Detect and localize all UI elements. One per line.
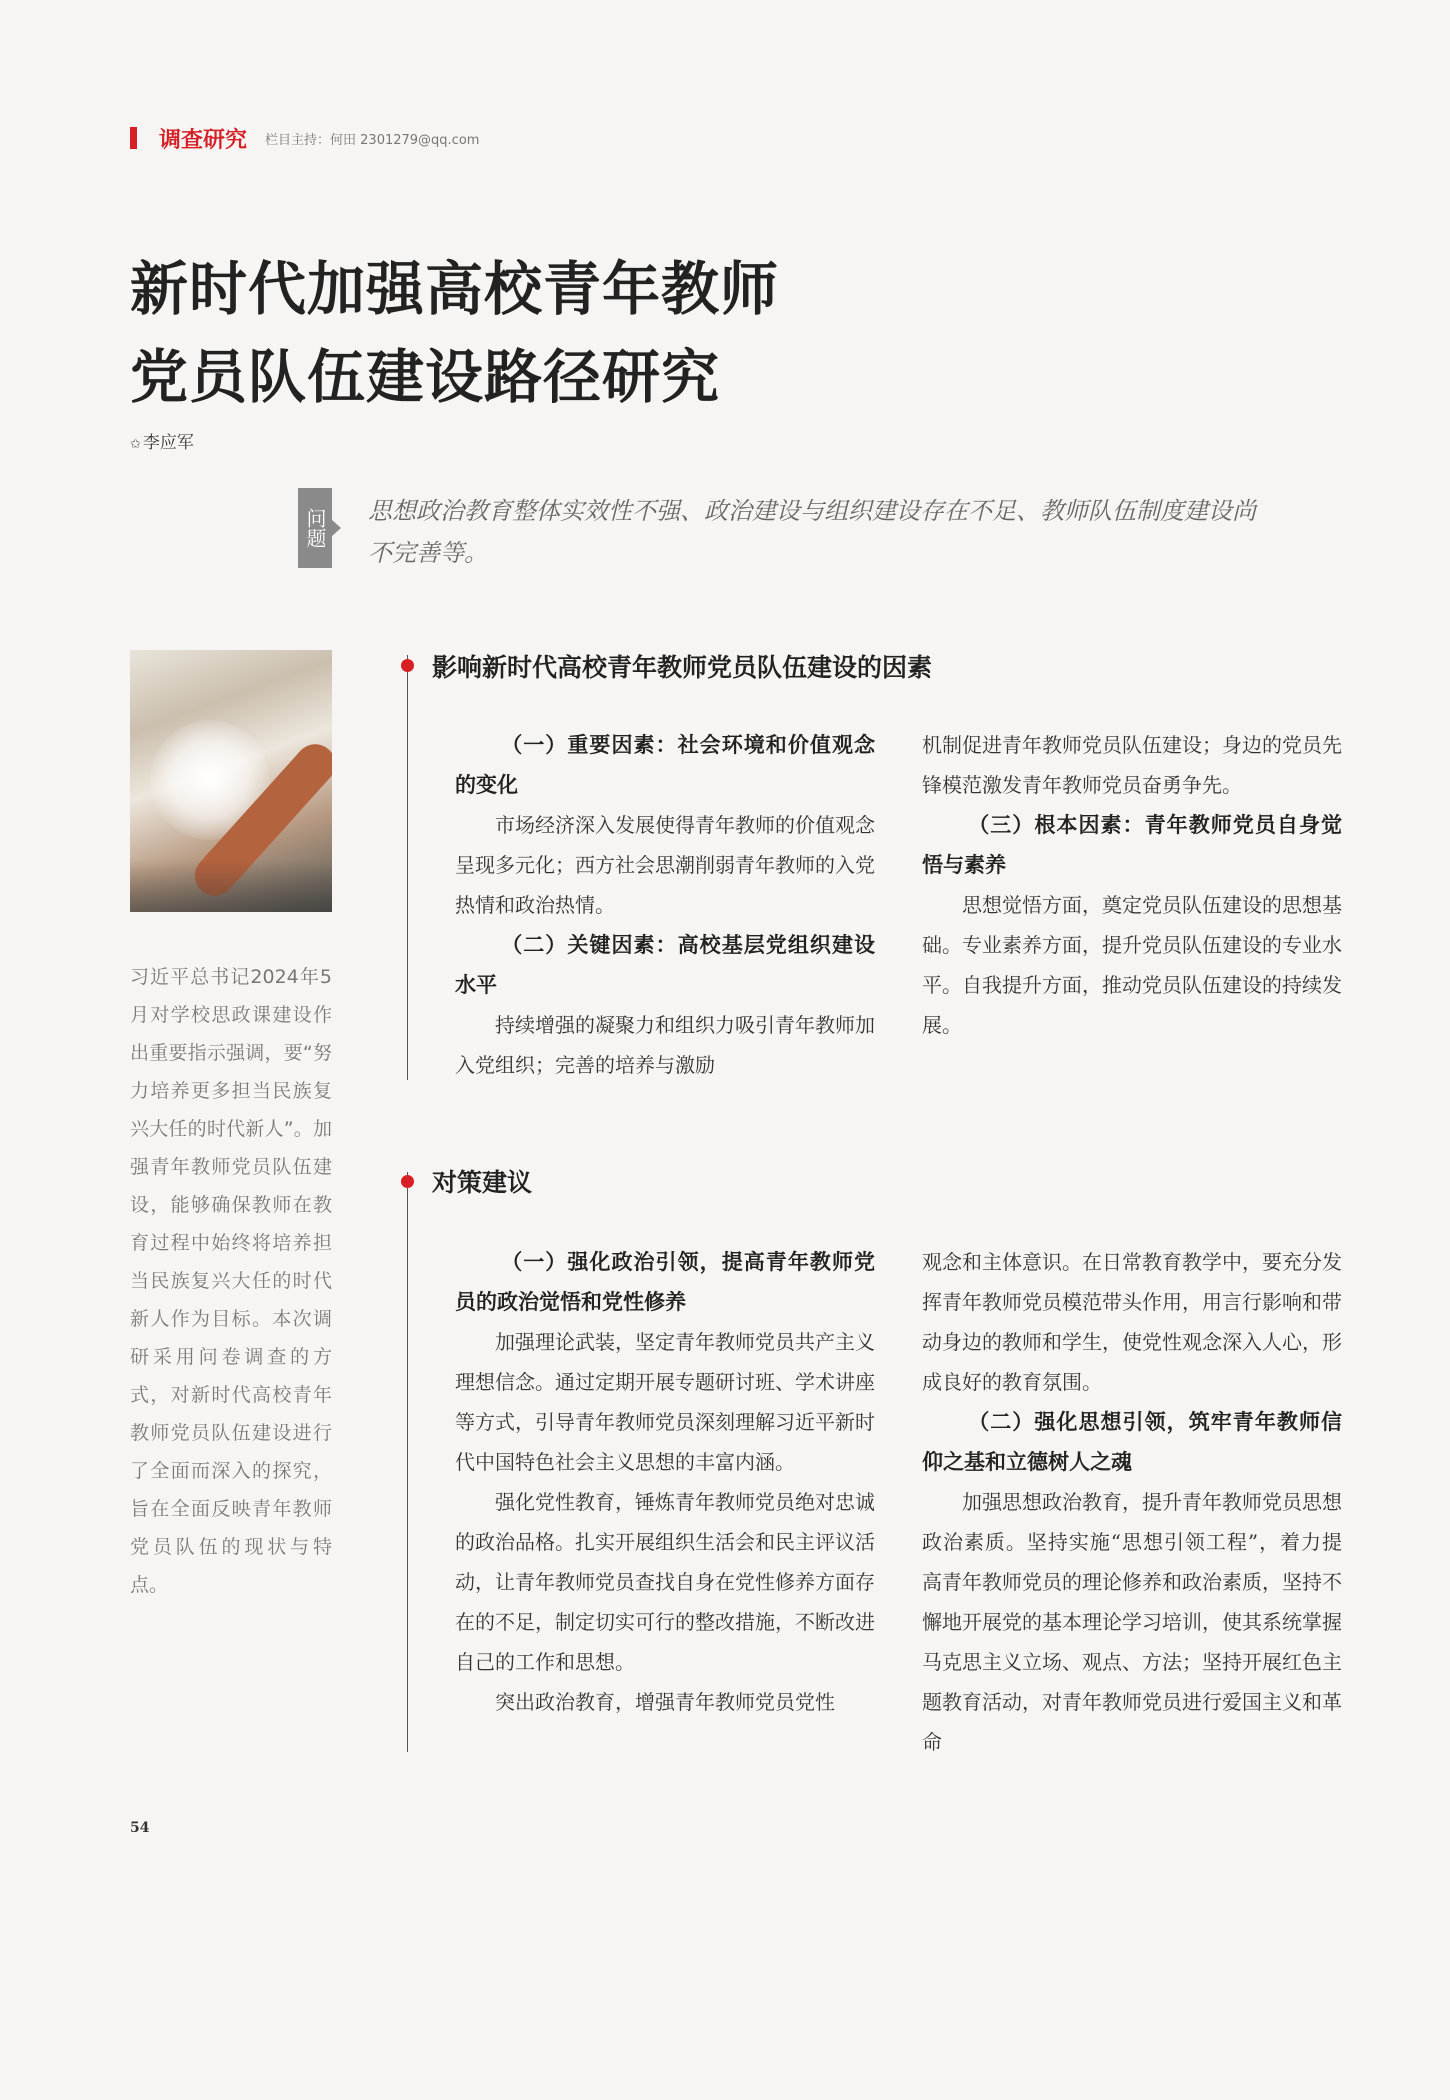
section-name: 调查研究	[159, 127, 248, 153]
photo-shadow	[130, 860, 332, 912]
paragraph: 突出政治教育，增强青年教师党员党性	[495, 1690, 835, 1714]
paragraph: 持续增强的凝聚力和组织力吸引青年教师加入党组织；完善的培养与激励	[455, 1013, 875, 1077]
subheading: （一）强化政治引领，提高青年教师党员的政治觉悟和党性修养	[455, 1250, 875, 1314]
article-photo	[130, 650, 332, 912]
author-name: 李应军	[142, 433, 194, 453]
section2-left-column	[455, 1242, 875, 1722]
problem-tag: 问题	[298, 488, 332, 568]
subheading: （一）重要因素：社会环境和价值观念的变化	[455, 733, 875, 797]
article-title	[130, 245, 779, 421]
section2-right-column	[922, 1242, 1342, 1762]
author-line	[130, 428, 194, 453]
paragraph: 机制促进青年教师党员队伍建设；身边的党员先锋模范激发青年教师党员奋勇争先。	[922, 733, 1342, 797]
section2-title: 对策建议	[432, 1168, 533, 1197]
section2-rule	[407, 1172, 408, 1752]
section2-bullet-icon	[401, 1175, 414, 1188]
title-line-2: 党员队伍建设路径研究	[130, 343, 721, 411]
section1-right-column	[922, 725, 1342, 1045]
page-number: 54	[130, 1820, 150, 1836]
section1-left-column	[455, 725, 875, 1085]
problem-text: 思想政治教育整体实效性不强、政治建设与组织建设存在不足、教师队伍制度建设尚不完善等。	[368, 497, 1256, 567]
paragraph: 加强理论武装，坚定青年教师党员共产主义理想信念。通过定期开展专题研讨班、学术讲座等方式，引导青年教师党员深刻理解习近平新时代中国特色社会主义思想的丰富内涵。	[455, 1330, 875, 1474]
section1-bullet-icon	[401, 659, 414, 672]
section1-title: 影响新时代高校青年教师党员队伍建设的因素	[432, 653, 933, 682]
paragraph: 观念和主体意识。在日常教育教学中，要充分发挥青年教师党员模范带头作用，用言行影响和带动身边的教师和学生，使党性观念深入人心，形成良好的教育氛围。	[922, 1250, 1342, 1394]
section-marker-bar	[130, 127, 137, 149]
sidebar-intro: 习近平总书记2024年5月对学校思政课建设作出重要指示强调，要“努力培养更多担当民族复兴大任的时代新人”。加强青年教师党员队伍建设，能够确保教师在教育过程中始终将培养担当民族复兴大任的时代新人作为目标。本次调研采用问卷调查的方式，对新时代高校青年教师党员队伍建设进行了全面而深入的探究，旨在全面反映青年教师党员队伍的现状与特点。	[130, 966, 332, 1596]
author-star-icon: ✩	[130, 437, 141, 452]
paragraph: 强化党性教育，锤炼青年教师党员绝对忠诚的政治品格。扎实开展组织生活会和民主评议活动，让青年教师党员查找自身在党性修养方面存在的不足，制定切实可行的整改措施，不断改进自己的工作和思想。	[455, 1490, 875, 1674]
paragraph: 思想觉悟方面，奠定党员队伍建设的思想基础。专业素养方面，提升党员队伍建设的专业水平。自我提升方面，推动党员队伍建设的持续发展。	[922, 893, 1342, 1037]
subheading: （三）根本因素：青年教师党员自身觉悟与素养	[922, 813, 1342, 877]
title-line-1: 新时代加强高校青年教师	[130, 255, 780, 323]
column-header	[130, 125, 479, 151]
subheading: （二）关键因素：高校基层党组织建设水平	[455, 933, 875, 997]
paragraph: 加强思想政治教育，提升青年教师党员思想政治素质。坚持实施“思想引领工程”，着力提高青年教师党员的理论修养和政治素质，坚持不懈地开展党的基本理论学习培训，使其系统掌握马克思主义立场、观点、方法；坚持开展红色主题教育活动，对青年教师党员进行爱国主义和革命	[922, 1490, 1342, 1754]
paragraph: 市场经济深入发展使得青年教师的价值观念呈现多元化；西方社会思潮削弱青年教师的入党热情和政治热情。	[455, 813, 875, 917]
subheading: （二）强化思想引领，筑牢青年教师信仰之基和立德树人之魂	[922, 1410, 1342, 1474]
section1-rule	[407, 655, 408, 1080]
column-host-info: 栏目主持：何田 2301279@qq.com	[265, 132, 480, 148]
